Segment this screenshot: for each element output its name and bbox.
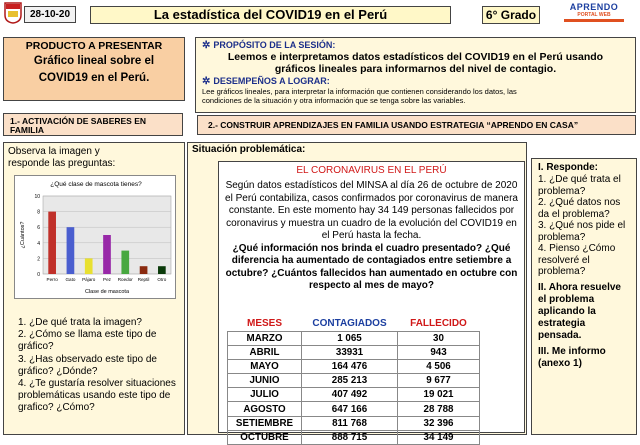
brand-subtitle: PORTAL WEB — [577, 12, 611, 18]
table-cell: MAYO — [228, 359, 302, 373]
brand-name: APRENDO — [569, 2, 619, 12]
bar — [121, 251, 129, 274]
x-tick-label: Pájaro — [82, 277, 96, 282]
pet-bar-chart — [14, 175, 176, 299]
bar — [103, 235, 111, 274]
table-cell: ABRIL — [228, 345, 302, 359]
activation-questions — [18, 317, 184, 415]
problem-paragraph: Según datos estadísticos del MINSA al día 26 de octubre de 2020 el Perú contabiliza, casos confirmados por coronavirus de manera constante. En este momento hay 34 149 personas fallecidos por coronavirus y muestra un cuadro de la evolución del COVID19 en el Perú hasta la fecha. — [225, 180, 518, 241]
table-row — [228, 374, 480, 388]
star-icon: ✲ — [202, 40, 211, 51]
y-tick-label: 0 — [37, 272, 40, 278]
responde-question: 4. Pienso ¿Cómo resolveré el problema? — [538, 243, 616, 277]
table-cell: 4 506 — [398, 359, 480, 373]
table-cell: 28 788 — [398, 402, 480, 416]
part-two: II. Ahora resuelve el problema aplicando la estrategia pensada. — [538, 281, 621, 341]
brand-logo — [552, 2, 636, 30]
y-tick-label: 10 — [34, 194, 40, 200]
table-cell: JUNIO — [228, 374, 302, 388]
responde-heading: I. Responde: — [538, 162, 599, 173]
covid-table — [227, 316, 480, 445]
table-cell: 9 677 — [398, 374, 480, 388]
table-cell: 943 — [398, 345, 480, 359]
bar — [140, 266, 148, 274]
column-header: CONTAGIADOS — [312, 317, 387, 329]
x-axis-label: Clase de mascota — [84, 289, 130, 295]
table-cell: 285 213 — [302, 374, 398, 388]
grade-label: 6° Grado — [482, 6, 540, 24]
table-cell: 1 065 — [302, 331, 398, 345]
table-cell: 33931 — [302, 345, 398, 359]
responde-question: 1. ¿De qué trata el problema? — [538, 174, 621, 197]
part-three: III. Me informo (anexo 1) — [538, 345, 606, 369]
table-cell: 19 021 — [398, 388, 480, 402]
situacion-panel — [187, 142, 527, 443]
table-cell: JULIO — [228, 388, 302, 402]
table-row — [228, 359, 480, 373]
table-cell: 30 — [398, 331, 480, 345]
x-tick-label: Roedor — [117, 277, 133, 282]
question-item: 3. ¿Has observado este tipo de gráfico? ¿Dónde? — [18, 353, 157, 377]
proposito-text-1: Leemos e interpretamos datos estadísticos del COVID19 en el Perú usando — [227, 51, 604, 63]
producto-body-2: COVID19 en el Perú. — [38, 72, 150, 84]
bar — [48, 212, 56, 274]
school-crest-icon — [4, 2, 22, 24]
y-axis-label: ¿Cuántos? — [20, 221, 26, 249]
problem-questions: ¿Qué información nos brinda el cuadro presentado? ¿Qué diferencia ha aumentado de contagiados entre setiembre a octubre? ¿Cuántos fallecidos han aumentado en octubre con respecto al mes de mayo? — [225, 242, 518, 291]
problem-card — [218, 161, 525, 443]
table-cell: 32 396 — [398, 416, 480, 430]
desempenos-text-1: Lee gráficos lineales, para interpretar la información que contienen considerando los datos, las — [202, 87, 517, 96]
producto-heading: PRODUCTO A PRESENTAR — [25, 40, 163, 52]
x-tick-label: Reptil — [137, 277, 150, 282]
star-icon: ✲ — [202, 76, 211, 87]
y-tick-label: 6 — [37, 225, 40, 232]
table-cell: 164 476 — [302, 359, 398, 373]
y-tick-label: 8 — [37, 209, 40, 216]
y-tick-label: 2 — [37, 256, 40, 263]
producto-box — [3, 37, 185, 101]
date-label: 28-10-20 — [24, 6, 76, 23]
x-tick-label: Perro — [46, 277, 58, 282]
proposito-text-2: gráficos lineales para informarnos del nivel de contagio. — [274, 63, 557, 75]
table-cell: 888 715 — [302, 430, 398, 444]
table-cell: MARZO — [228, 331, 302, 345]
desempenos-heading: DESEMPEÑOS A LOGRAR: — [213, 76, 330, 86]
observe-line-2: responde las preguntas: — [8, 158, 116, 169]
table-row — [228, 331, 480, 345]
chart-svg — [15, 176, 177, 300]
observe-line-1: Observa la imagen y — [8, 146, 100, 157]
table-cell: 647 166 — [302, 402, 398, 416]
proposito-box — [195, 37, 636, 113]
table-cell: 407 492 — [302, 388, 398, 402]
table-row — [228, 388, 480, 402]
question-item: 1. ¿De qué trata la imagen? — [18, 317, 142, 328]
table-cell: SETIEMBRE — [228, 416, 302, 430]
brand-underline — [564, 19, 624, 22]
situacion-label: Situación problemática: — [192, 144, 306, 155]
table-cell: 811 768 — [302, 416, 398, 430]
responde-question: 3. ¿Qué nos pide el problema? — [538, 220, 626, 243]
chart-title: ¿Qué clase de mascota tienes? — [50, 181, 142, 188]
column-header: MESES — [246, 317, 282, 329]
y-tick-label: 4 — [37, 240, 40, 247]
bar — [85, 258, 93, 274]
table-row — [228, 430, 480, 444]
question-item: 4. ¿Te gustaría resolver situaciones problemáticas usando este tipo de grafico? ¿Cómo? — [18, 378, 176, 414]
activation-panel — [3, 142, 185, 435]
proposito-heading: PROPÓSITO DE LA SESIÓN: — [213, 40, 336, 50]
bar — [67, 227, 75, 274]
section-heading-1: 1.- ACTIVACIÓN DE SABERES EN FAMILIA — [3, 113, 183, 136]
table-cell: OCTUBRE — [228, 430, 302, 444]
x-tick-label: Otro — [157, 277, 167, 282]
x-tick-label: Pez — [103, 277, 111, 282]
producto-body-1: Gráfico lineal sobre el — [33, 55, 155, 67]
question-item: 2. ¿Cómo se llama este tipo de gráfico? — [18, 329, 157, 353]
table-cell: 34 149 — [398, 430, 480, 444]
column-header: FALLECIDO — [410, 317, 467, 329]
responde-question: 2. ¿Qué datos nos da el problema? — [538, 197, 621, 220]
table-row — [228, 402, 480, 416]
bar — [158, 266, 166, 274]
responde-panel — [531, 158, 637, 435]
table-row — [228, 416, 480, 430]
section-heading-2: 2.- CONSTRUIR APRENDIZAJES EN FAMILIA USANDO ESTRATEGIA “APRENDO EN CASA” — [197, 115, 636, 135]
table-cell: AGOSTO — [228, 402, 302, 416]
page-title: La estadística del COVID19 en el Perú — [90, 6, 451, 24]
table-header-row — [228, 316, 480, 331]
table-row — [228, 345, 480, 359]
desempenos-text-2: condiciones de la situación y otra información que se tenga sobre las variables. — [202, 96, 466, 105]
problem-title: EL CORONAVIRUS EN EL PERÚ — [296, 165, 447, 176]
x-tick-label: Gato — [65, 277, 76, 282]
